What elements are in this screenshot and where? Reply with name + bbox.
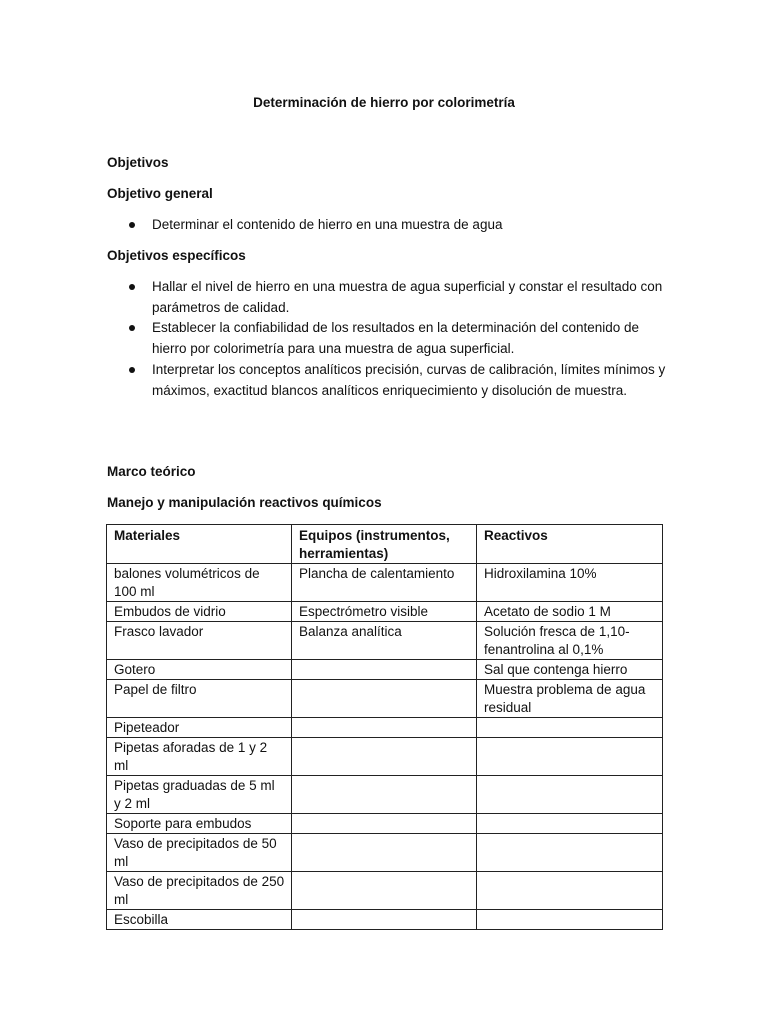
list-item <box>107 360 667 401</box>
table-cell: Frasco lavador <box>107 622 292 660</box>
table-cell <box>477 776 663 814</box>
table-cell: Pipeteador <box>107 718 292 738</box>
bullet-icon <box>129 325 135 331</box>
general-objective-heading: Objetivo general <box>107 186 213 201</box>
table-cell: Pipetas graduadas de 5 ml y 2 ml <box>107 776 292 814</box>
table-cell: Soporte para embudos <box>107 814 292 834</box>
table-cell <box>292 660 477 680</box>
list-item <box>107 215 667 236</box>
table-cell: Solución fresca de 1,10-fenantrolina al 0,1% <box>477 622 663 660</box>
table-row <box>107 718 663 738</box>
list-item <box>107 277 667 318</box>
table-row <box>107 834 663 872</box>
objectives-heading: Objetivos <box>107 155 169 170</box>
table-cell <box>292 814 477 834</box>
table-cell: Espectrómetro visible <box>292 602 477 622</box>
table-cell: Embudos de vidrio <box>107 602 292 622</box>
list-item <box>107 318 667 359</box>
table-cell <box>477 834 663 872</box>
table-cell: balones volumétricos de 100 ml <box>107 564 292 602</box>
table-row <box>107 680 663 718</box>
table-row <box>107 564 663 602</box>
general-objective-list <box>107 215 667 236</box>
list-item-text: Establecer la confiabilidad de los resultados en la determinación del contenido de hierro por colorimetría para una muestra de agua superficial. <box>152 320 640 357</box>
header-equipos: Equipos (instrumentos, herramientas) <box>292 525 477 564</box>
table-cell: Muestra problema de agua residual <box>477 680 663 718</box>
table-row <box>107 622 663 660</box>
table-cell <box>477 738 663 776</box>
table-cell <box>292 872 477 910</box>
table-cell <box>292 910 477 930</box>
table-cell: Acetato de sodio 1 M <box>477 602 663 622</box>
table-row <box>107 660 663 680</box>
table-cell: Vaso de precipitados de 50 ml <box>107 834 292 872</box>
table-cell <box>292 776 477 814</box>
marco-teorico-heading: Marco teórico <box>107 464 196 479</box>
header-reactivos: Reactivos <box>477 525 663 564</box>
table-cell: Balanza analítica <box>292 622 477 660</box>
bullet-icon <box>129 284 135 290</box>
table-row <box>107 738 663 776</box>
bullet-icon <box>129 367 135 373</box>
table-cell <box>477 910 663 930</box>
table-row <box>107 776 663 814</box>
header-materiales: Materiales <box>107 525 292 564</box>
table-cell: Plancha de calentamiento <box>292 564 477 602</box>
specific-objectives-list <box>107 277 667 401</box>
table-cell: Vaso de precipitados de 250 ml <box>107 872 292 910</box>
table-cell <box>477 814 663 834</box>
table-row <box>107 910 663 930</box>
table-cell <box>292 834 477 872</box>
specific-objectives-heading: Objetivos específicos <box>107 248 246 263</box>
table-cell <box>292 718 477 738</box>
table-row <box>107 602 663 622</box>
table-cell: Gotero <box>107 660 292 680</box>
table-cell <box>292 680 477 718</box>
list-item-text: Determinar el contenido de hierro en una muestra de agua <box>152 217 503 232</box>
bullet-icon <box>129 222 135 228</box>
manejo-heading: Manejo y manipulación reactivos químicos <box>107 495 382 510</box>
table-cell: Hidroxilamina 10% <box>477 564 663 602</box>
table-row <box>107 872 663 910</box>
table-cell <box>292 738 477 776</box>
table-header-row <box>107 525 663 564</box>
document-title: Determinación de hierro por colorimetría <box>253 95 515 110</box>
table-cell: Pipetas aforadas de 1 y 2 ml <box>107 738 292 776</box>
table-cell: Papel de filtro <box>107 680 292 718</box>
list-item-text: Hallar el nivel de hierro en una muestra de agua superficial y constar el resultado con parámetros de calidad. <box>152 279 663 315</box>
table-cell: Sal que contenga hierro <box>477 660 663 680</box>
list-item-text: Interpretar los conceptos analíticos precisión, curvas de calibración, límites mínimos y máximos, exactitud blancos analíticos enriquecimiento y disolución de muestra. <box>152 361 666 398</box>
table-cell <box>477 872 663 910</box>
table-cell <box>477 718 663 738</box>
table-cell: Escobilla <box>107 910 292 930</box>
materials-table <box>106 524 663 930</box>
table-row <box>107 814 663 834</box>
